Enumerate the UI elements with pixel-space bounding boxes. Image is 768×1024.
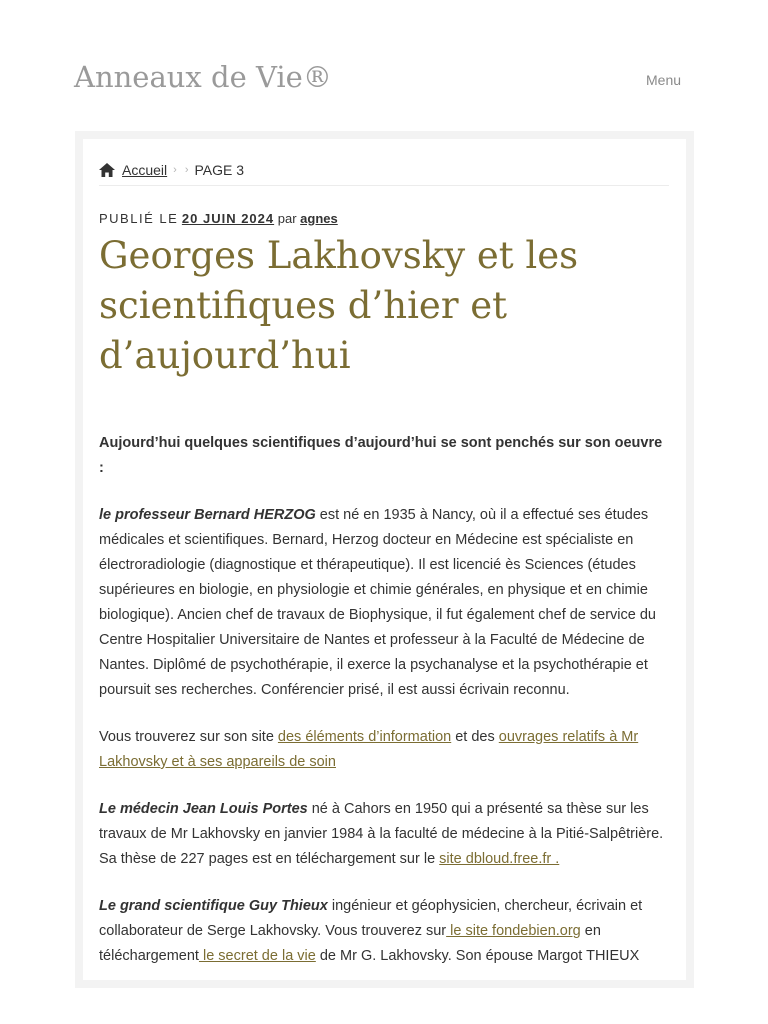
dbloud-link[interactable]: site dbloud.free.fr .	[439, 851, 560, 867]
breadcrumb-current: PAGE 3	[194, 162, 245, 178]
post-meta	[99, 211, 338, 226]
home-icon	[99, 163, 115, 177]
herzog-links-text-2: et des	[451, 729, 499, 745]
paragraph-thieux	[99, 894, 669, 969]
post-title: Georges Lakhovsky et les scientifiques d’hier et d’aujourd’hui	[99, 234, 579, 377]
herzog-name: le professeur Bernard HERZOG	[99, 507, 316, 523]
by-label: par	[277, 211, 297, 226]
paragraph-herzog	[99, 503, 669, 703]
paragraph-herzog-links	[99, 725, 669, 775]
paragraph-intro	[99, 431, 669, 481]
fondebien-link[interactable]: le site fondebien.org	[446, 923, 581, 939]
herzog-links-text-1: Vous trouverez sur son site	[99, 729, 278, 745]
content-frame	[75, 131, 694, 988]
breadcrumb-home-link[interactable]: Accueil	[122, 162, 168, 178]
intro-text: Aujourd’hui quelques scientifiques d’aujourd’hui se sont penchés sur son oeuvre :	[99, 435, 663, 476]
published-label: PUBLIÉ LE	[99, 211, 179, 226]
article	[83, 139, 686, 980]
books-link[interactable]: ouvrages relatifs à Mr Lakhovsky et à ses appareils de soin	[99, 729, 639, 770]
thieux-text-3: de Mr G. Lakhovsky. Son épouse Margot THIEUX	[315, 948, 640, 964]
post-date-link[interactable]: 20 JUIN 2024	[181, 211, 275, 226]
author-link[interactable]: agnes	[300, 211, 338, 226]
portes-text: né à Cahors en 1950 qui a présenté sa thèse sur les travaux de Mr Lakhovsky en janvier 1984 à la faculté de médecine à la Pitié-Salpêtrière. Sa thèse de 227 pages est en téléchargement sur le	[99, 801, 664, 867]
thieux-name: Le grand scientifique Guy Thieux	[99, 898, 328, 914]
portes-name: Le médecin Jean Louis Portes	[99, 801, 308, 817]
chevron-right-icon: ›	[184, 164, 189, 176]
paragraph-portes	[99, 797, 669, 872]
herzog-text: est né en 1935 à Nancy, où il a effectué ses études médicales et scientifiques. Bernard, Herzog docteur en Médecine est spécialiste en électroradiologie (diagnostique et thérapeutique). Il est licencié ès Sciences (études supérieures en biologie, en physiologie et chimie générales, en physique et en chimie biologique). Ancien chef de travaux de Biophysique, il fut également chef de service du Centre Hospitalier Universitaire de Nantes et professeur à la Faculté de Médecine de Nantes. Diplômé de psychothérapie, il exerce la psychanalyse et la psychothérapie et poursuit ses recherches. Conférencier prisé, il est aussi écrivain reconnu.	[99, 507, 656, 698]
breadcrumb	[99, 155, 669, 186]
menu-button[interactable]: Menu	[640, 72, 687, 88]
chevron-right-icon: ›	[173, 164, 177, 176]
site-title[interactable]: Anneaux de Vie®	[74, 60, 332, 94]
post-content	[99, 431, 669, 980]
thieux-text-2: en téléchargement	[99, 923, 601, 964]
site-header	[0, 0, 768, 130]
thieux-text-1: ingénieur et géophysicien, chercheur, écrivain et collaborateur de Serge Lakhovsky. Vous trouverez sur	[99, 898, 643, 939]
information-link[interactable]: des éléments d’information	[277, 729, 452, 745]
secret-de-la-vie-link[interactable]: le secret de la vie	[198, 948, 316, 964]
